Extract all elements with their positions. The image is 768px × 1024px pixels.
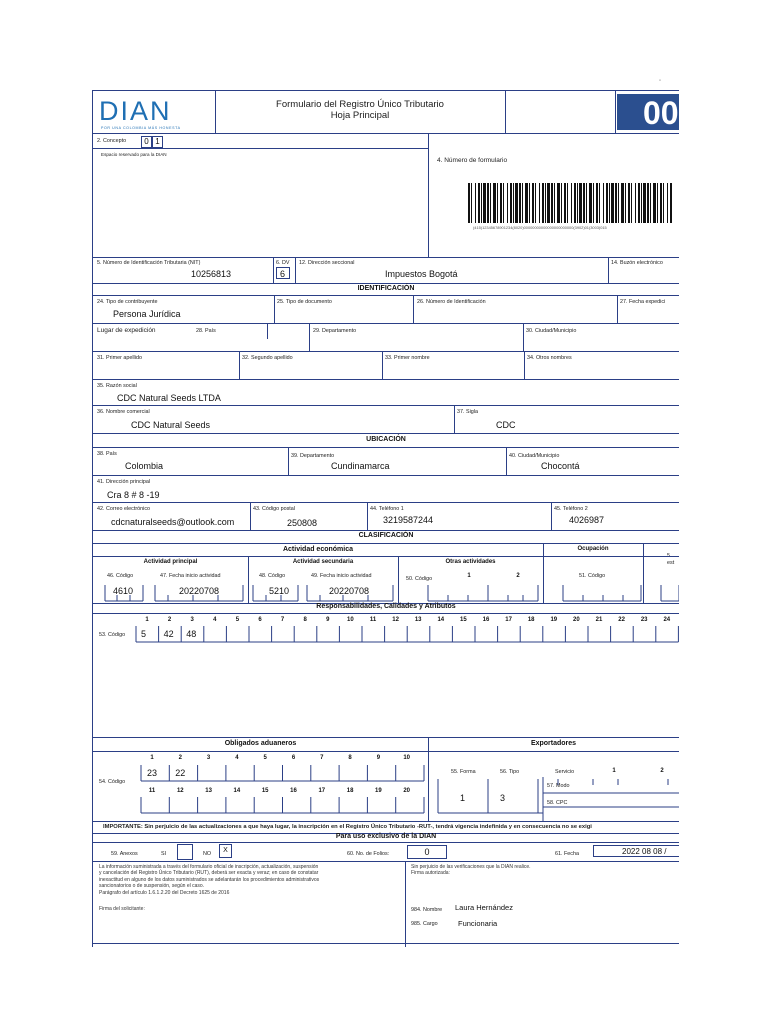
barcode-bar xyxy=(497,183,498,223)
barcode-bar xyxy=(567,183,568,223)
departamento-value: Cundinamarca xyxy=(331,461,390,471)
dian-logo xyxy=(99,96,211,132)
concepto-digit-2: 1 xyxy=(152,136,163,148)
telefono1-label: 44. Teléfono 1 xyxy=(370,506,404,512)
dian-logo-tagline: POR UNA COLOMBIA MÁS HONESTA xyxy=(101,126,181,130)
telefono2-label: 45. Teléfono 2 xyxy=(554,506,588,512)
aduanero-number: 12 xyxy=(176,788,184,794)
fecha47-label: 47. Fecha inicio actividad xyxy=(160,573,221,579)
barcode-bar xyxy=(532,183,534,223)
aduanero-number: 15 xyxy=(261,788,269,794)
tipo-contribuyente-value: Persona Jurídica xyxy=(113,309,181,319)
barcode-bar xyxy=(542,183,544,223)
barcode-bar xyxy=(561,183,562,223)
section-obligados-aduaneros: Obligados aduaneros xyxy=(224,740,297,747)
barcode-bar xyxy=(606,183,608,223)
barcode-bar xyxy=(490,183,491,223)
otros-nombres-label: 34. Otros nombres xyxy=(527,355,572,361)
responsabilidad-number: 5 xyxy=(235,617,240,623)
fecha-expedicion-label: 27. Fecha expedici xyxy=(620,299,666,305)
barcode-bar xyxy=(657,183,658,223)
barcode-bar xyxy=(609,183,610,223)
barcode-bar xyxy=(615,183,617,223)
barcode-bar xyxy=(579,183,582,223)
barcode-bar xyxy=(547,183,550,223)
fecha49-value: 20220708 xyxy=(329,586,370,596)
responsabilidad-number: 20 xyxy=(573,617,580,623)
codigo51-label: 51. Código xyxy=(579,573,606,579)
barcode-text: (415)12345678901234(8020)00000000000000000000000(3902)01(3003)015 xyxy=(473,225,607,230)
barcode-bar xyxy=(611,183,614,223)
fecha49-label: 49. Fecha inicio actividad xyxy=(311,573,372,579)
concepto-digit-1: 0 xyxy=(141,136,152,148)
responsabilidad-number: 15 xyxy=(460,617,467,623)
barcode-bar xyxy=(545,183,546,223)
barcode-bar xyxy=(660,183,662,223)
responsabilidad-number: 24 xyxy=(663,617,671,623)
aduanero-number: 6 xyxy=(291,755,296,761)
nit-label: 5. Número de Identificación Tributaria (NIT) xyxy=(97,260,201,266)
responsabilidad-number: 9 xyxy=(326,617,330,623)
barcode-bar xyxy=(650,183,651,223)
barcode-bar xyxy=(670,183,672,223)
firma-solicitante-label: Firma del solicitante: xyxy=(99,906,145,912)
ciudad-value: Chocontá xyxy=(541,461,580,471)
barcode-bar xyxy=(503,183,504,223)
codigo-postal-value: 250808 xyxy=(287,518,318,528)
lugar-expedicion-label: Lugar de expedición xyxy=(97,327,156,334)
barcode-bar xyxy=(603,183,604,223)
ciudad-label: 40. Ciudad/Municipio xyxy=(509,453,560,459)
barcode-bar xyxy=(663,183,664,223)
fecha-label: 61. Fecha xyxy=(555,851,579,857)
responsabilidad-number: 8 xyxy=(303,617,307,623)
codigo50-label: 50. Código xyxy=(406,576,433,582)
folios-value: 0 xyxy=(407,845,447,859)
servicio-num-1: 1 xyxy=(612,768,616,774)
aduanero-value: 23 xyxy=(147,768,158,778)
direccion-seccional-label: 12. Dirección seccional xyxy=(299,260,355,266)
barcode-bar xyxy=(667,183,668,223)
barcode-bar xyxy=(571,183,572,223)
barcode-bar xyxy=(513,183,514,223)
responsabilidad-number: 23 xyxy=(640,617,648,623)
direccion-value: Cra 8 # 8 -19 xyxy=(107,490,160,500)
section-uso-exclusivo: Para uso exclusivo de la DIAN xyxy=(335,833,437,840)
aduanero-number: 20 xyxy=(403,788,411,794)
section-exportadores: Exportadores xyxy=(530,740,577,747)
aduanero-number: 1 xyxy=(150,755,154,761)
aduanero-number: 19 xyxy=(375,788,382,794)
barcode-bar xyxy=(471,183,472,223)
forma-value: 1 xyxy=(460,793,466,803)
codigo-postal-label: 43. Código postal xyxy=(253,506,295,512)
responsabilidad-number: 18 xyxy=(527,617,535,623)
barcode-bar xyxy=(483,183,486,223)
barcode-bar xyxy=(589,183,592,223)
responsabilidad-value: 48 xyxy=(186,629,197,639)
barcode-bar xyxy=(475,183,476,223)
departamento-expedicion-label: 29. Departamento xyxy=(313,328,357,334)
barcode-bar xyxy=(481,183,482,223)
responsabilidad-number: 3 xyxy=(190,617,194,623)
barcode-bar xyxy=(621,183,624,223)
barcode-bar xyxy=(535,183,536,223)
anexos-si-checkbox[interactable] xyxy=(177,844,193,860)
legal-notice: La información suministrada a través del formulario oficial de inscripción, actualización, suspensión y cancelación del Registro Único Tributario (RUT), deberá ser exacta y veraz; en caso de constatar inexactitud en alguno de los datos suministrados se adelantarán los procedimientos administrativos sancionatorios o de suspensión, según el caso. Parágrafo del artículo 1.6.1.2.20 del Decreto 1625 de 2016 xyxy=(99,864,320,896)
servicio-label: Servicio xyxy=(555,769,575,775)
responsabilidad-number: 22 xyxy=(618,617,625,623)
form-title-line2: Hoja Principal xyxy=(330,110,390,121)
barcode-bar xyxy=(653,183,656,223)
aduanero-number: 2 xyxy=(178,755,182,761)
responsabilidad-value: 42 xyxy=(163,629,174,639)
section-responsabilidades: Responsabilidades, Calidades y Atributos xyxy=(316,603,456,610)
barcode-bar xyxy=(574,183,576,223)
nombre-value: Laura Hernández xyxy=(455,903,513,912)
actividad-grid xyxy=(93,581,679,603)
form-number-label: 4. Número de formulario xyxy=(437,157,508,164)
responsabilidades-values xyxy=(93,629,679,641)
barcode-bar xyxy=(507,183,508,223)
barcode-bar xyxy=(577,183,578,223)
responsabilidad-number: 13 xyxy=(414,617,422,623)
aduanero-number: 3 xyxy=(206,755,211,761)
anexos-no-checkbox[interactable]: X xyxy=(219,844,232,858)
dv-value: 6 xyxy=(276,267,290,279)
barcode-bar xyxy=(493,183,496,223)
exportadores-grid xyxy=(428,777,679,821)
tipo-value: 3 xyxy=(500,793,506,803)
aduanero-number: 13 xyxy=(205,788,212,794)
otras-actividades-label: Otras actividades xyxy=(445,559,496,565)
codigo48-label: 48. Código xyxy=(259,573,286,579)
section-actividad-economica: Actividad económica xyxy=(282,546,354,553)
responsabilidad-number: 12 xyxy=(392,617,399,623)
tipo-label: 56. Tipo xyxy=(500,769,520,775)
barcode-bar xyxy=(478,183,480,223)
responsabilidad-number: 4 xyxy=(213,617,217,623)
cargo-label: 985. Cargo xyxy=(411,921,438,927)
barcode-bar xyxy=(525,183,528,223)
actividad-principal-label: Actividad principal xyxy=(143,559,198,565)
concepto-label: 2. Concepto xyxy=(97,138,127,144)
aduanero-number: 8 xyxy=(348,755,352,761)
barcode-bar xyxy=(647,183,649,223)
form-number-box: 00 xyxy=(617,94,679,130)
barcode-bar xyxy=(596,183,598,223)
responsabilidad-number: 14 xyxy=(437,617,445,623)
verificaciones-text: Sin perjuicio de las verificaciones que la DIAN realice. Firma autorizada: xyxy=(411,864,531,877)
razon-social-value: CDC Natural Seeds LTDA xyxy=(117,393,221,403)
section-ocupacion: Ocupación xyxy=(577,546,609,552)
aduanero-number: 16 xyxy=(290,788,297,794)
sigla-label: 37. Sigla xyxy=(457,409,478,415)
barcode-bar xyxy=(539,183,540,223)
nombre-comercial-value: CDC Natural Seeds xyxy=(131,420,211,430)
section-clasificacion: CLASIFICACIÓN xyxy=(358,532,414,539)
aduanero-number: 11 xyxy=(148,788,156,794)
pais-label: 38. País xyxy=(97,451,117,457)
folios-label: 60. No. de Folios: xyxy=(347,851,390,857)
otras-num-2: 2 xyxy=(516,573,520,579)
responsabilidad-number: 7 xyxy=(280,617,285,623)
aduanero-number: 4 xyxy=(235,755,239,761)
reserved-space-label: Espacio reservado para la DIAN xyxy=(101,152,167,157)
responsabilidades-codigo-label: 53. Código xyxy=(99,632,126,638)
barcode-bar xyxy=(510,183,512,223)
servicio-num-2: 2 xyxy=(660,768,664,774)
aduanero-number: 7 xyxy=(320,755,324,761)
anexos-si-label: SI xyxy=(161,851,167,857)
responsabilidad-number: 2 xyxy=(167,617,172,623)
correo-value: cdcnaturalseeds@outlook.com xyxy=(111,517,235,527)
aduanero-number: 5 xyxy=(263,755,267,761)
fecha47-value: 20220708 xyxy=(179,586,220,596)
aduaneros-values xyxy=(93,768,428,780)
nit-value: 10256813 xyxy=(191,269,232,279)
anexos-no-label: NO xyxy=(203,851,212,857)
aduanero-value: 22 xyxy=(175,768,186,778)
telefono2-value: 4026987 xyxy=(569,515,605,525)
responsabilidad-number: 1 xyxy=(145,617,149,623)
barcode-bar xyxy=(557,183,560,223)
responsabilidad-number: 10 xyxy=(347,617,354,623)
codigo46-label: 46. Código xyxy=(107,573,134,579)
barcode-bar xyxy=(487,183,489,223)
barcode-bar xyxy=(625,183,626,223)
cargo-value: Funcionaria xyxy=(458,919,498,928)
barcode-bar xyxy=(599,183,600,223)
codigo48-value: 5210 xyxy=(269,586,290,596)
barcode xyxy=(468,183,679,223)
fecha-value: 2022 08 08 / xyxy=(593,845,679,857)
barcode-bar xyxy=(593,183,594,223)
barcode-bar xyxy=(519,183,521,223)
codigo46-value: 4610 xyxy=(113,586,134,596)
razon-social-label: 35. Razón social xyxy=(97,383,137,389)
correo-label: 42. Correo electrónico xyxy=(97,506,151,512)
dian-logo-text: DIAN xyxy=(99,96,172,126)
responsabilidad-number: 21 xyxy=(595,617,603,623)
primer-nombre-label: 33. Primer nombre xyxy=(385,355,430,361)
primer-apellido-label: 31. Primer apellido xyxy=(97,355,142,361)
pais-value: Colombia xyxy=(125,461,164,471)
forma-label: 55. Forma xyxy=(451,769,476,775)
barcode-bar xyxy=(564,183,566,223)
responsabilidad-number: 19 xyxy=(550,617,558,623)
aduaneros-codigo-label: 54. Código xyxy=(99,779,126,785)
barcode-bar xyxy=(515,183,518,223)
nombre-label: 984. Nombre xyxy=(411,907,443,913)
barcode-bar xyxy=(628,183,630,223)
actividad-secundaria-label: Actividad secundaria xyxy=(292,559,354,565)
anexos-label: 59. Anexos xyxy=(111,851,138,857)
rut-form xyxy=(92,90,679,947)
barcode-bar xyxy=(522,183,523,223)
truncated-label: 5 est xyxy=(667,553,675,566)
responsabilidad-value: 5 xyxy=(141,629,147,639)
aduanero-number: 17 xyxy=(318,788,326,794)
aduanero-number: 10 xyxy=(403,755,411,761)
barcode-bar xyxy=(529,183,530,223)
form-title-line1: Formulario del Registro Único Tributario xyxy=(276,99,444,110)
tipo-contribuyente-label: 24. Tipo de contribuyente xyxy=(97,299,158,305)
aduanero-number: 9 xyxy=(376,755,381,761)
section-identificacion: IDENTIFICACIÓN xyxy=(357,285,415,292)
barcode-bar xyxy=(500,183,502,223)
aduanero-number: 18 xyxy=(346,788,354,794)
barcode-bar xyxy=(631,183,632,223)
direccion-seccional-value: Impuestos Bogotá xyxy=(385,269,458,279)
sigla-value: CDC xyxy=(496,420,516,430)
aduanero-number: 14 xyxy=(233,788,241,794)
telefono1-value: 3219587244 xyxy=(383,515,434,525)
section-ubicacion: UBICACIÓN xyxy=(366,436,406,443)
barcode-bar xyxy=(618,183,619,223)
corner-mark: " xyxy=(659,80,662,86)
barcode-bar xyxy=(583,183,585,223)
barcode-bar xyxy=(586,183,587,223)
barcode-bar xyxy=(635,183,636,223)
buzon-label: 14. Buzón electrónico xyxy=(611,260,663,266)
numero-identificacion-label: 26. Número de Identificación xyxy=(417,299,486,305)
tipo-documento-label: 25. Tipo de documento xyxy=(277,299,332,305)
modo-label: 57. Modo xyxy=(547,783,570,789)
responsabilidad-number: 16 xyxy=(482,617,490,623)
direccion-label: 41. Dirección principal xyxy=(97,479,151,485)
ciudad-expedicion-label: 30. Ciudad/Municipio xyxy=(526,328,577,334)
segundo-apellido-label: 32. Segundo apellido xyxy=(242,355,293,361)
dv-label: 6. DV xyxy=(276,260,290,266)
nombre-comercial-label: 36. Nombre comercial xyxy=(97,409,150,415)
responsabilidad-number: 11 xyxy=(369,617,377,623)
importante-notice: IMPORTANTE: Sin perjuicio de las actualizaciones a que haya lugar, la inscripción en el Registro Único Tributario -RUT-, tendrá vigencia indefinida y en consecuencia no se exigi xyxy=(103,824,592,830)
departamento-label: 39. Departamento xyxy=(291,453,335,459)
responsabilidad-number: 6 xyxy=(258,617,262,623)
pais-expedicion-label: 28. País xyxy=(196,328,216,334)
responsabilidad-number: 17 xyxy=(505,617,512,623)
barcode-bar xyxy=(641,183,642,223)
otras-num-1: 1 xyxy=(467,573,471,579)
barcode-bar xyxy=(638,183,640,223)
barcode-bar xyxy=(551,183,553,223)
barcode-bar xyxy=(643,183,646,223)
barcode-bar xyxy=(554,183,555,223)
cpc-label: 58. CPC xyxy=(547,800,568,806)
form-title xyxy=(215,99,505,121)
barcode-bar xyxy=(468,183,470,223)
